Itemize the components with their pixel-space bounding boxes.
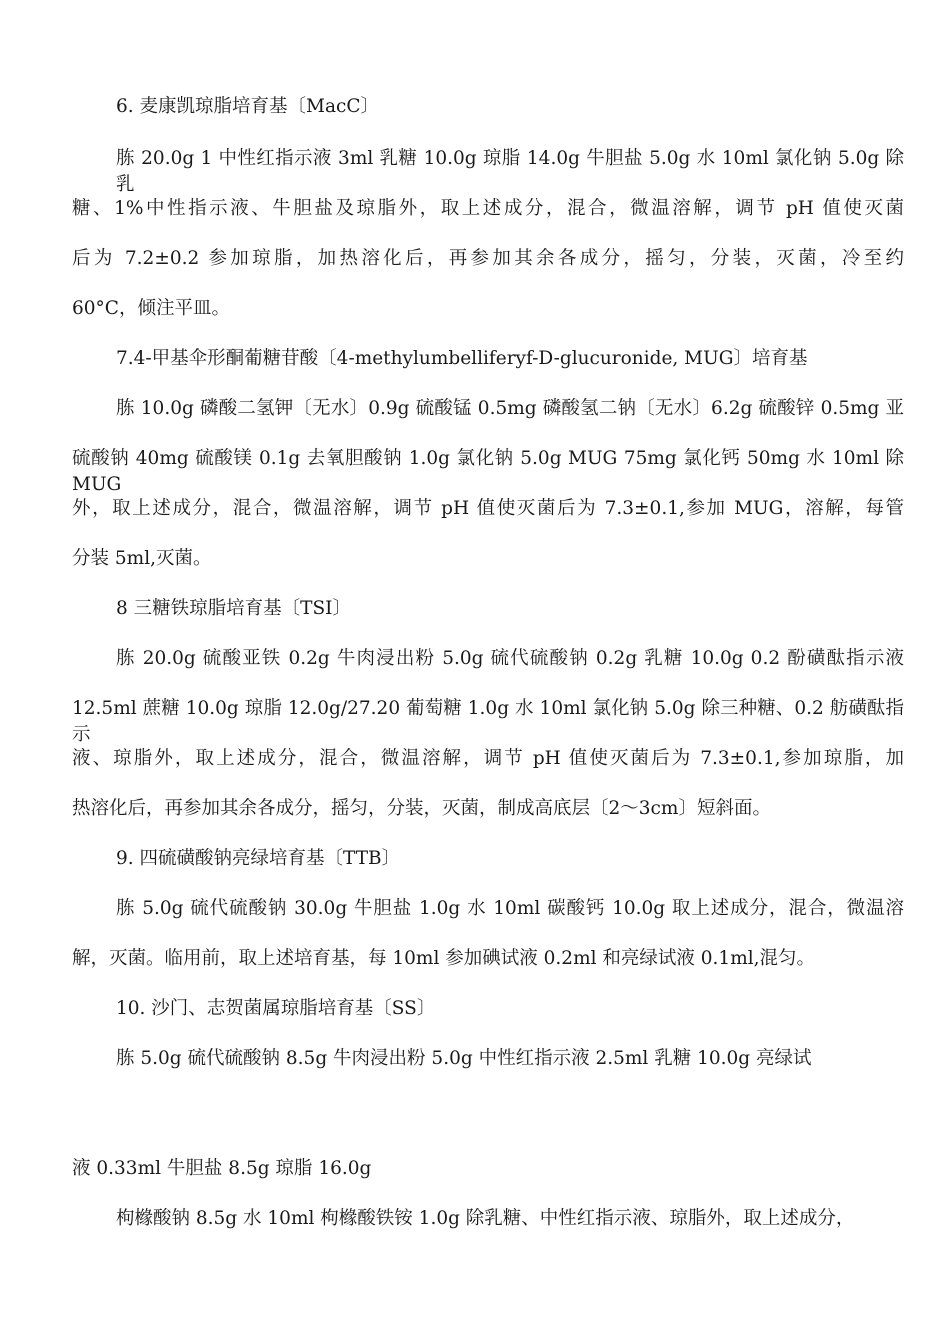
paragraph-line: 胨 5.0g 硫代硫酸钠 8.5g 牛肉浸出粉 5.0g 中性红指示液 2.5ml 乳糖 10.0g 亮绿试 bbox=[116, 1048, 812, 1069]
paragraph-line: 60°C，倾注平皿。 bbox=[72, 298, 230, 319]
heading-mug-medium: 7.4-甲基伞形酮葡糖苷酸〔4-methylumbelliferyf-D-glucuronide, MUG〕培育基 bbox=[116, 348, 808, 369]
heading-ttb-medium: 9. 四硫磺酸钠亮绿培育基〔TTB〕 bbox=[116, 848, 401, 869]
paragraph-line: 液、琼脂外，取上述成分，混合，微温溶解，调节 pH 值使灭菌后为 7.3±0.1,参加琼脂，加 bbox=[72, 748, 904, 769]
paragraph-line: 胨 20.0g 硫酸亚铁 0.2g 牛肉浸出粉 5.0g 硫代硫酸钠 0.2g 乳糖 10.0g 0.2 酚磺酞指示液 bbox=[116, 648, 904, 669]
paragraph-line: 硫酸钠 40mg 硫酸镁 0.1g 去氧胆酸钠 1.0g 氯化钠 5.0g MUG 75mg 氯化钙 50mg 水 10ml 除 MUG bbox=[72, 448, 904, 495]
paragraph-line: 枸橼酸钠 8.5g 水 10ml 枸橼酸铁铵 1.0g 除乳糖、中性红指示液、琼脂外，取上述成分， bbox=[116, 1208, 855, 1229]
paragraph-line: 热溶化后，再参加其余各成分，摇匀，分装，灭菌，制成高底层〔2〜3cm〕短斜面。 bbox=[72, 798, 771, 819]
heading-tsi-agar: 8 三糖铁琼脂培育基〔TSI〕 bbox=[116, 598, 351, 619]
paragraph-line: 液 0.33ml 牛胆盐 8.5g 琼脂 16.0g bbox=[72, 1158, 372, 1179]
heading-macconkey-agar: 6. 麦康凯琼脂培育基〔MacC〕 bbox=[116, 96, 380, 117]
paragraph-line: 分装 5ml,灭菌。 bbox=[72, 548, 212, 569]
paragraph-line: 胨 10.0g 磷酸二氢钾〔无水〕0.9g 硫酸锰 0.5mg 磷酸氢二钠〔无水〕6.2g 硫酸锌 0.5mg 亚 bbox=[116, 398, 904, 419]
paragraph-line: 12.5ml 蔗糖 10.0g 琼脂 12.0g/27.20 葡萄糖 1.0g 水 10ml 氯化钠 5.0g 除三种糖、0.2 舫磺酞指示 bbox=[72, 698, 904, 745]
paragraph-line: 胨 20.0g 1 中性红指示液 3ml 乳糖 10.0g 琼脂 14.0g 牛胆盐 5.0g 水 10ml 氯化钠 5.0g 除乳 bbox=[116, 148, 904, 195]
heading-ss-agar: 10. 沙门、志贺菌属琼脂培育基〔SS〕 bbox=[116, 998, 436, 1019]
paragraph-line: 外，取上述成分，混合，微温溶解，调节 pH 值使灭菌后为 7.3±0.1,参加 MUG，溶解，每管 bbox=[72, 498, 904, 519]
paragraph-line: 胨 5.0g 硫代硫酸钠 30.0g 牛胆盐 1.0g 水 10ml 碳酸钙 10.0g 取上述成分，混合，微温溶 bbox=[116, 898, 904, 919]
paragraph-line: 糖、1%中性指示液、牛胆盐及琼脂外，取上述成分，混合，微温溶解，调节 pH 值使灭菌 bbox=[72, 198, 904, 219]
paragraph-line: 后为 7.2±0.2 参加琼脂，加热溶化后，再参加其余各成分，摇匀，分装，灭菌，冷至约 bbox=[72, 248, 904, 269]
paragraph-line: 解，灭菌。临用前，取上述培育基，每 10ml 参加碘试液 0.2ml 和亮绿试液 0.1ml,混匀。 bbox=[72, 948, 816, 969]
